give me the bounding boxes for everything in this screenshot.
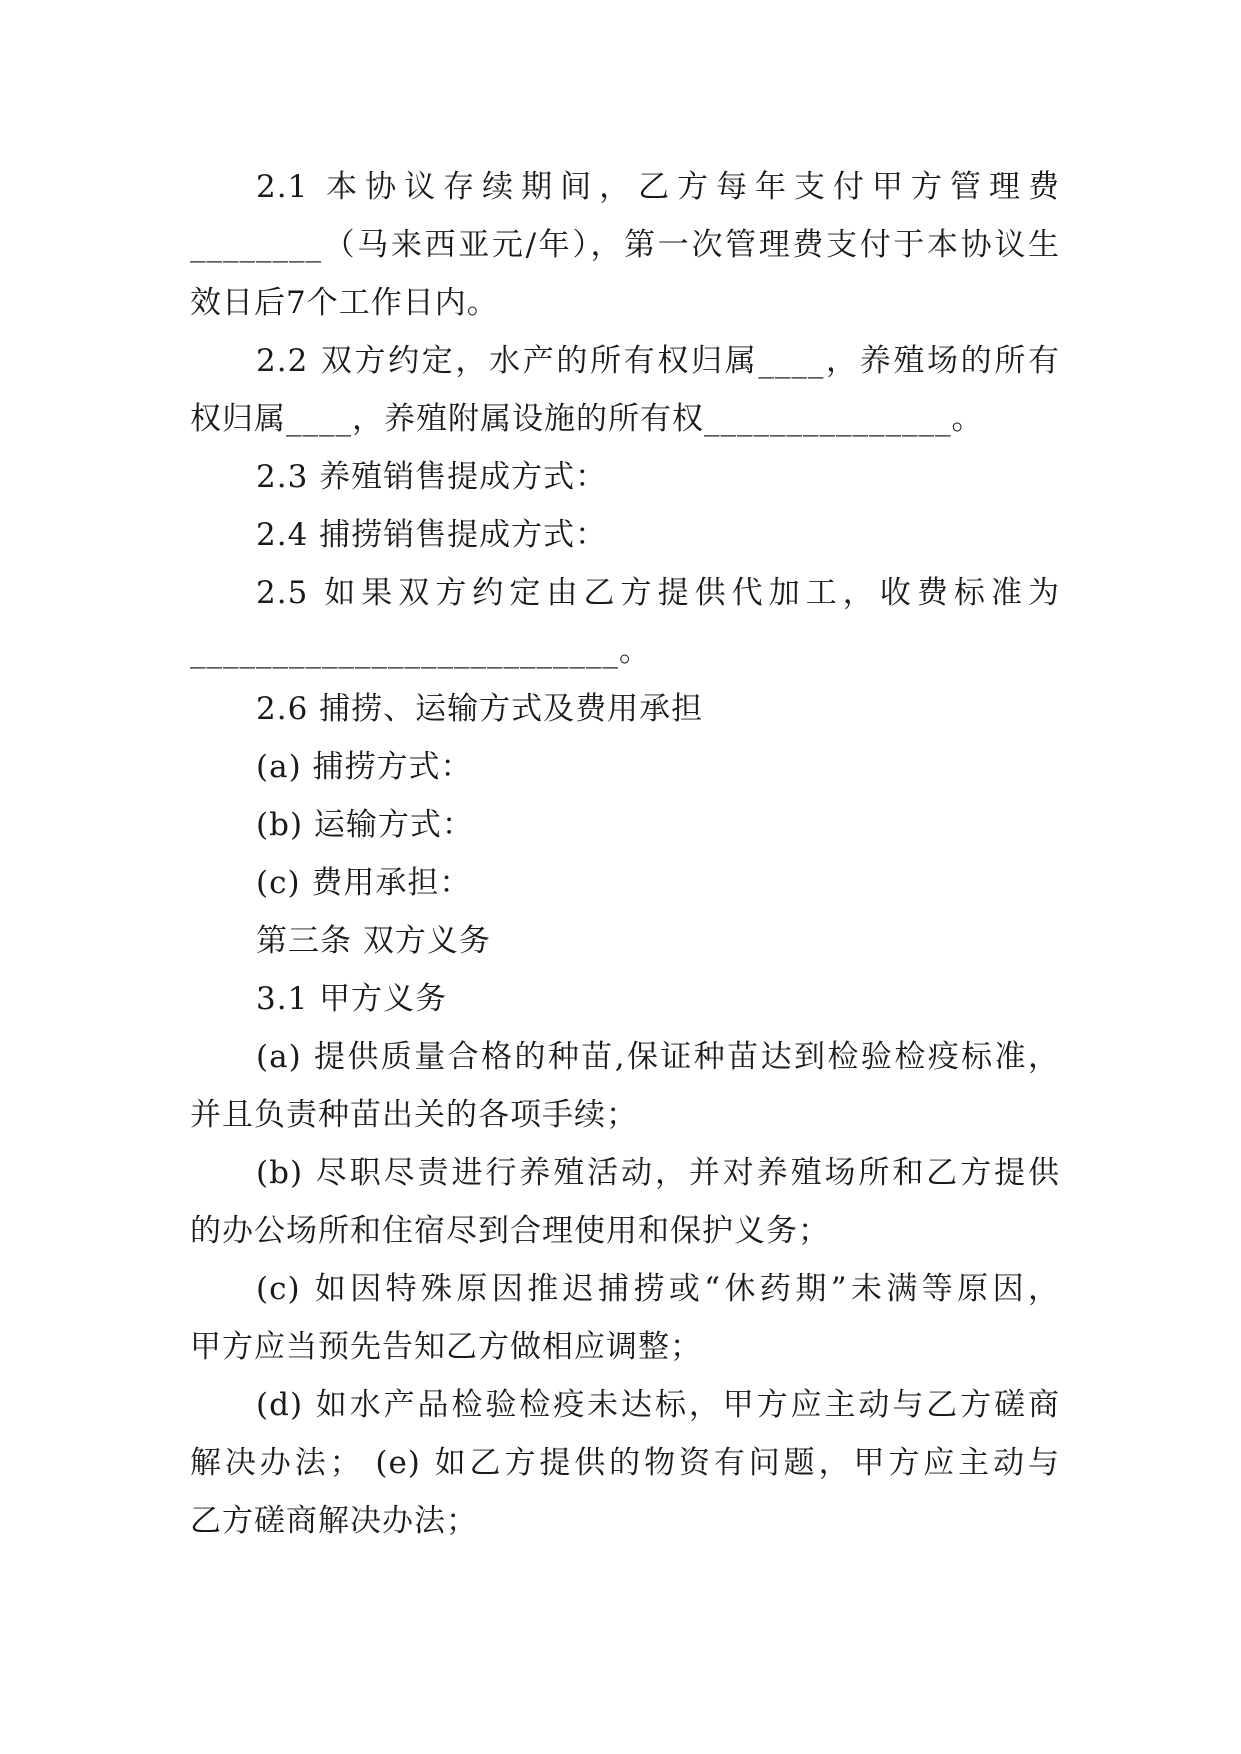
text-line: 权归属____，养殖附属设施的所有权_______________。 [190,401,984,437]
text-line: 2.1 本协议存续期间，乙方每年支付甲方管理费 [256,169,1060,205]
text-line: (c) 如因特殊原因推迟捕捞或“休药期”未满等原因， [256,1271,1060,1307]
text-line: (c) 费用承担： [256,865,472,901]
text-line: 2.4 捕捞销售提成方式： [256,517,608,553]
text-line: 并且负责种苗出关的各项手续； [190,1097,638,1133]
text-line: 乙方磋商解决办法； [190,1503,478,1539]
subsection-heading: 3.1 甲方义务 [256,981,448,1017]
text-line: __________________________。 [190,633,651,669]
text-line: 解决办法； (e) 如乙方提供的物资有问题，甲方应主动与 [190,1445,1060,1481]
text-line: 2.3 养殖销售提成方式： [256,459,608,495]
text-line: (b) 尽职尽责进行养殖活动，并对养殖场所和乙方提供 [256,1155,1060,1191]
text-line: 的办公场所和住宿尽到合理使用和保护义务； [190,1213,830,1249]
text-line: 效日后7个工作日内。 [190,285,499,321]
section-heading: 第三条 双方义务 [256,923,491,959]
text-line: ________（马来西亚元/年），第一次管理费支付于本协议生 [190,227,1060,263]
text-line: (a) 提供质量合格的种苗,保证种苗达到检验检疫标准， [256,1039,1060,1075]
text-line: 2.2 双方约定，水产的所有权归属____，养殖场的所有 [256,343,1060,379]
text-line: (a) 捕捞方式： [256,749,473,785]
text-line: 甲方应当预先告知乙方做相应调整； [190,1329,702,1365]
text-line: (d) 如水产品检验检疫未达标，甲方应主动与乙方磋商 [256,1387,1060,1423]
text-line: 2.6 捕捞、运输方式及费用承担 [256,691,704,727]
text-line: (b) 运输方式： [256,807,474,843]
text-line: 2.5 如果双方约定由乙方提供代加工，收费标准为 [256,575,1060,611]
